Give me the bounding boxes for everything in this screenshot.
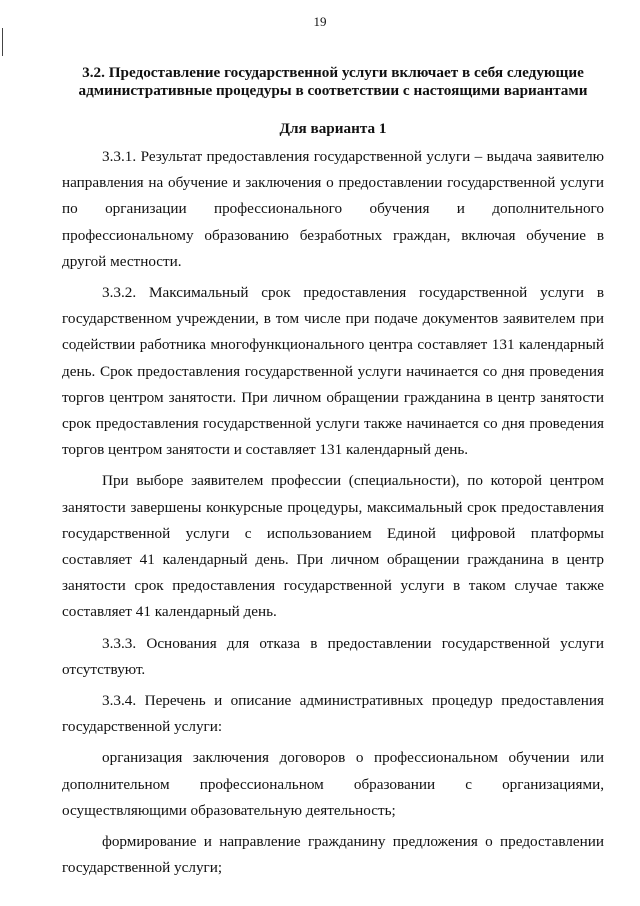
page-number: 19 bbox=[313, 14, 327, 29]
paragraph-3-3-3: 3.3.3. Основания для отказа в предоставлении государственной услуги отсутствуют. bbox=[62, 634, 604, 678]
paragraph-3-3-2: 3.3.2. Максимальный срок предоставления государственной услуги в государственном учреждении, в том числе при подаче документов заявителем при содействии работника многофункционального центра составляет 131 календарный день. Срок предоставления государственной услуги начинается со дня проведения торгов центром занятости. При личном обращении гражданина в центр занятости срок предоставления государственной услуги также начинается со дня проведения торгов центром занятости и составляет 131 календарный день. bbox=[62, 284, 604, 459]
section-heading-line-2: административные процедуры в соответствии с настоящими вариантами bbox=[78, 82, 588, 99]
margin-mark bbox=[2, 28, 3, 56]
section-heading-line-1: 3.2. Предоставление государственной услуги включает в себя следующие bbox=[82, 64, 584, 81]
paragraph-3-3-4: 3.3.4. Перечень и описание административных процедур предоставления государственной услуги: bbox=[62, 692, 604, 736]
paragraph-3-3-1: 3.3.1. Результат предоставления государственной услуги – выдача заявителю направления на обучение и заключения о предоставлении государственной услуги по организации профессионального обучения и дополнительного профессиональному образованию безработных граждан, включая обучение в другой местности. bbox=[62, 148, 604, 270]
list-item-offer: формирование и направление гражданину предложения о предоставлении государственной услуги; bbox=[62, 833, 604, 877]
document-body bbox=[62, 64, 604, 886]
list-item-contracts: организация заключения договоров о профессиональном обучении или дополнительном профессиональном образовании с организациями, осуществляющими образовательную деятельность; bbox=[62, 749, 604, 819]
paragraph-profession-choice: При выборе заявителем профессии (специальности), по которой центром занятости завершены конкурсные процедуры, максимальный срок предоставления государственной услуги с использованием Единой цифровой платформы составляет 41 календарный день. При личном обращении гражданина в центр занятости срок предоставления государственной услуги в таком случае также составляет 41 календарный день. bbox=[62, 472, 604, 621]
variant-subheading: Для варианта 1 bbox=[279, 120, 387, 137]
section-heading bbox=[62, 64, 604, 100]
